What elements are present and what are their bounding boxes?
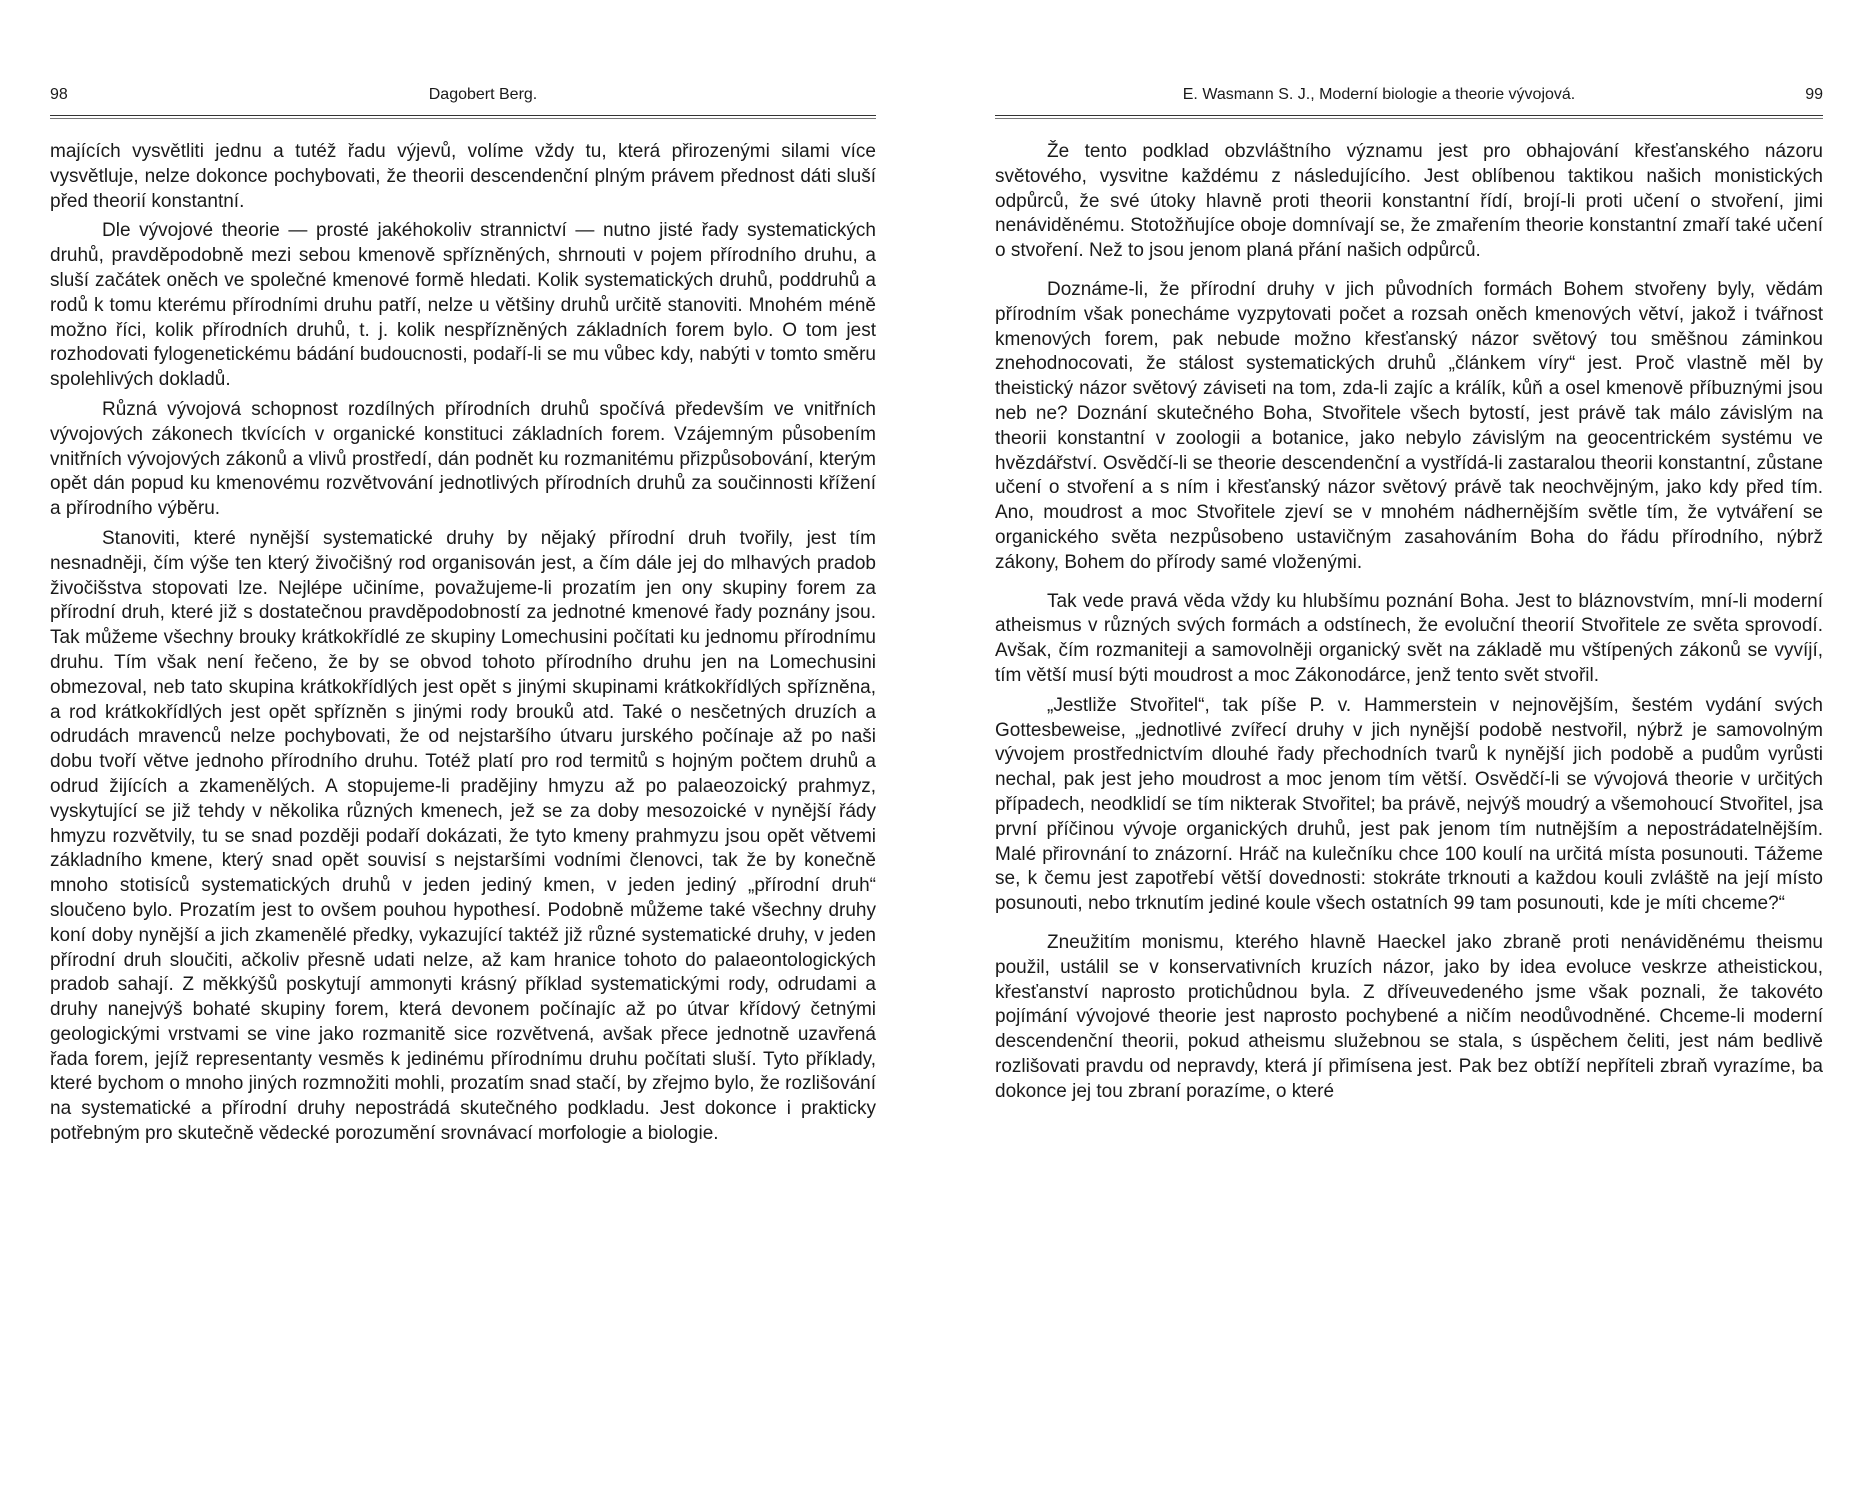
paragraph: Různá vývojová schopnost rozdílných přírodních druhů spočívá především ve vnitřních vývojových zákonech tkvících v organické konstituci základních forem. Vzájemným působením vnitřních vývojových zákonů a vlivů prostředí, dán podnět ku rozmanitému přizpůsobování, kterým opět dán popud ku kmenovému rozvětvování jednotlivých přírodních druhů za součinnosti křížení a přírodního výběru. — [50, 398, 876, 520]
body-text — [995, 140, 1823, 1104]
paragraph: Tak vede pravá věda vždy ku hlubšímu poznání Boha. Jest to bláznovstvím, mní-li moderní atheismus v různých svých formách a odstínech, že evoluční theorií Stvořitele ze světa sprovodí. Avšak, čím rozmaniteji a samovolněji organický svět na základě mu vštípených zákonů se vyvíjí, tím větší musí býti moudrost a moc Zákonodárce, jenž tento svět stvořil. — [995, 590, 1823, 686]
paragraph: Že tento podklad obzvláštního významu jest pro obhajování křesťanského názoru světového, vysvitne každému z následujícího. Jest oblíbenou taktikou našich monistických odpůrců, že své útoky hlavně proti theorii konstantní řídí, brojí-li proti učení o stvoření, jimi nenáviděnému. Stotožňujíce oboje domnívají se, že zmařením theorie konstantní zmaří také učení o stvoření. Než to jsou jenom planá přání našich odpůrců. — [995, 141, 1823, 262]
running-head-title: Dagobert Berg. — [428, 86, 538, 103]
running-head-right — [995, 86, 1823, 108]
paragraph: „Jestliže Stvořitel“, tak píše P. v. Hammerstein v nejnovějším, šestém vydání svých Gottesbeweise, „jednotlivé zvířecí druhy v jich nynější podobě nestvořil, nýbrž je samovolným vývojem prostřednictvím dlouhé řady přechodních tvarů k nynější jich podobě a pudům vyrůsti nechal, pak jest jeho moudrost a moc jenom tím větší. Osvědčí-li se vývojová theorie v určitých případech, neodklidí se tím nikterak Stvořitel; ba právě, nejvýš moudrý a všemohoucí Stvořitel, jsa první příčinou vývoje organických druhů, jest pak jenom tím nutnějším a nepostrádatelnějším. Malé přirovnání to znázorní. Hráč na kulečníku chce 100 koulí na určitá místa posunouti. Tážeme se, k čemu jest zapotřebí větší dovednosti: stokráte trknouti a každou kouli zvláště na její místo posunouti, nebo trknutím jediné koule všech ostatních 99 tam posunouti, kde je míti chceme?“ — [995, 694, 1823, 915]
paragraph: majících vysvětliti jednu a tutéž řadu výjevů, volíme vždy tu, která přirozenými silami více vysvětluje, nelze dokonce pochybovati, že theorii descendenční plným právem přednost dáti sluší před theorií konstantní. — [50, 141, 876, 212]
header-rule — [50, 115, 876, 119]
running-head-left — [50, 86, 876, 108]
running-head-title: E. Wasmann S. J., Moderní biologie a theorie vývojová. — [1182, 86, 1576, 103]
body-text — [50, 140, 876, 1147]
paragraph: Stanoviti, které nynější systematické druhy by nějaký přírodní druh tvořily, jest tím nesnadněji, čím výše ten který živočišný rod organisován jest, a čím dále jej do mlhavých pradob živočišstva stopovati lze. Nejlépe učiníme, považujeme-li prozatím jen ony skupiny forem za přírodní druh, které již s dostatečnou pravděpodobností za jednotné kmenové řady poznány jsou. Tak můžeme všechny brouky krátkokřídlé ze skupiny Lomechusini počítati ku jednomu přírodnímu druhu. Tím však není řečeno, že by se obvod tohoto přírodního druhu jen na Lomechusini obmezoval, neb tato skupina krátkokřídlých jest opět s jinými skupinami krátkokřídlých spřízněna, a rod krátkokřídlých jest opět spřízněn s jinými rody brouků atd. Také o nesčetných druzích a odrudách mravenců nelze pochybovati, že od nejstaršího útvaru jurského počínaje až po naši dobu tvoří větve jednoho přírodního druhu. Totéž platí pro rod termitů s hojným počtem druhů a odrud žijících a zkamenělých. A stopujeme-li pradějiny hmyzu až po palaeozoický prahmyz, vyskytující se již tehdy v několika různých kmenech, jež se za doby mesozoické v nynější řády hmyzu rozvětvily, tu se snad později podaří dokázati, že tyto kmeny prahmyzu jsou opět větvemi základního kmene, který snad opět souvisí s nejstaršími vodními členovci, tak že by konečně mnoho stotisíců systematických druhů v jeden jediný kmen, v jeden jediný „přírodní druh“ sloučeno bylo. Prozatím jest to ovšem pouhou hypothesí. Podobně můžeme také všechny druhy koní doby nynější a jich zkamenělé předky, vykazující taktéž již různé systematické druhy, v jeden přírodní druh sloučiti, ačkoliv přesně udati nelze, až kam hranice tohoto do palaeontologických pradob sahají. Z měkkýšů poskytují ammonyti krásný příklad systematickými rody, odrudami a druhy nanejvýš bohaté skupiny forem, která devonem počínajíc až po útvar křídový četnými geologickými vrstvami se vine jako rozmanitě sice rozvětvená, avšak přece jednotně uzavřená řada forem, jejíž representanty vesměs k jedinému přírodnímu druhu počítati sluší. Tyto příklady, které bychom o mnoho jiných rozmnožiti mohli, prozatím snad stačí, by zřejmo bylo, že rozlišování na systematické a přírodní druhy nepostrádá skutečného podkladu. Jest dokonce i prakticky potřebným pro skutečně vědecké porozumění srovnávací morfologie a biologie. — [50, 527, 876, 1145]
right-page — [995, 0, 1823, 1500]
header-rule — [995, 115, 1823, 119]
page-number: 98 — [50, 86, 68, 103]
paragraph: Dle vývojové theorie — prosté jakéhokoliv strannictví — nutno jisté řady systematických druhů, pravděpodobně mezi sebou kmenově spřízněných, shrnouti v pojem přírodního druhu, a sluší začátek oněch ve společné kmenové formě hledati. Kolik systematických druhů, poddruhů a rodů k tomu kterému přírodními druhu patří, nelze u většiny druhů určitě stanoviti. Mnohém méně možno říci, kolik přírodních druhů, t. j. kolik nespřízněných základních forem bylo. O tom jest rozhodovati fylogenetickému bádání budoucnosti, podaří-li se mu vůbec kdy, nabýti v tomto směru spolehlivých dokladů. — [50, 220, 876, 391]
paragraph: Zneužitím monismu, kterého hlavně Haeckel jako zbraně proti nenáviděnému theismu použil, ustálil se v konservativních kruzích názor, jako by idea evoluce veskrze atheistickou, křesťanství naprosto protichůdnou byla. Z dříveuvedeného jsme však poznali, že takovéto pojímání vývojové theorie jest naprosto pochybené a ničím neodůvodněné. Chceme-li moderní descendenční theorii, pokud atheismu služebnou se stala, s úspěchem čeliti, jest nám bedlivě rozlišovati pravdu od nepravdy, která jí přimísena jest. Pak bez obtíží nepříteli zbraň vyrazíme, ba dokonce jej tou zbraní porazíme, o které — [995, 931, 1823, 1102]
left-page — [50, 0, 876, 1500]
page-number: 99 — [1805, 86, 1823, 103]
paragraph: Doznáme-li, že přírodní druhy v jich původních formách Bohem stvořeny byly, vědám přírodním však ponecháme vyzpytovati počet a rozsah oněch kmenových větví, jakož i tvářnost kmenových forem, pak nebude možno křesťanský názor světový tou směšnou záminkou znehodnocovati, že stálost systematických druhů „článkem víry“ jest. Proč vlastně měl by theistický názor světový záviseti na tom, zda-li zajíc a králík, kůň a osel kmenově příbuznými jsou neb ne? Doznání skutečného Boha, Stvořitele všech bytostí, jest právě tak málo závislým na theorii konstantní v zoologii a botanice, jako nebylo závislým na geocentrickém systému ve hvězdářství. Osvědčí-li se theorie descendenční a vystřídá-li zastaralou theorii konstantní, zůstane učení o stvoření a s ním i křesťanský názor světový právě tak neochvějným, jako kdy před tím. Ano, moudrost a moc Stvořitele zjeví se v mnohém nádhernějším světle tím, že vytváření se organického světa nezpůsobeno ustavičným zasahováním Boha do řádu přírodního, nýbrž zákony, Bohem do přírody samé vloženými. — [995, 278, 1823, 573]
